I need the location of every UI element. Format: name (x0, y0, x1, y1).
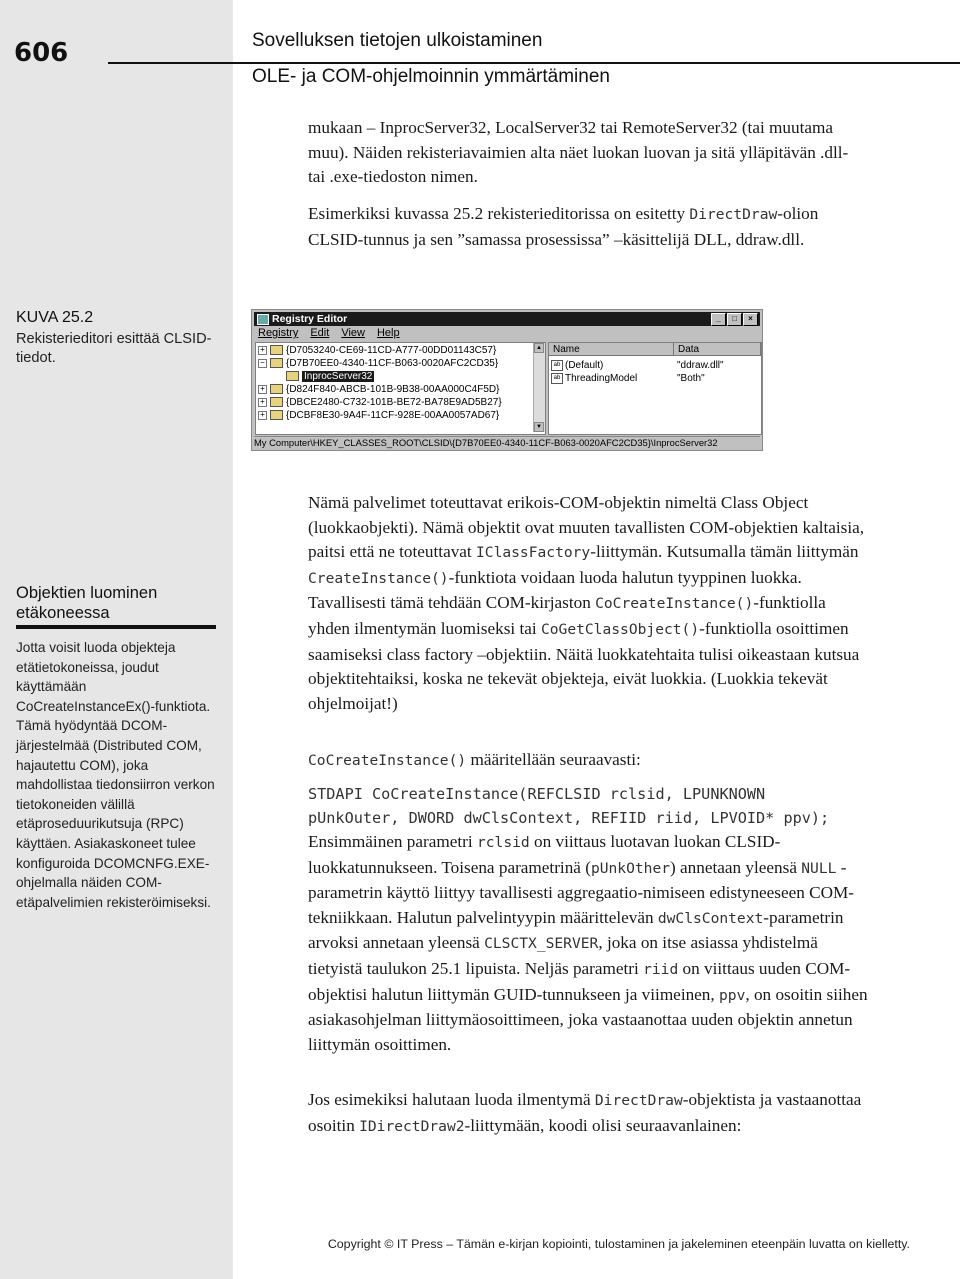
code-run: IClassFactory (476, 544, 591, 562)
value-row[interactable] (551, 372, 637, 385)
text-run: -liittymän. Kutsumalla tämän liittymän (590, 542, 859, 562)
tree-item-label: {DCBF8E30-9A4F-11CF-928E-00AA0057AD67} (286, 410, 500, 421)
figure-label: KUVA 25.2 (16, 309, 94, 326)
collapse-minus-icon[interactable]: − (258, 359, 267, 368)
text-run: -funktiolla yhden ilmentymän luomiseksi tai (308, 593, 826, 638)
text-run: on viittaus luotavan luokan CLSID-luokkatunnukseen. Toisena parametrinä ( (308, 832, 781, 877)
code-run: CoCreateInstance() (308, 752, 467, 769)
example-paragraph (308, 1088, 868, 1139)
text-run: -objektista ja vastaanottaa osoitin (308, 1090, 862, 1135)
sidebar-box-title: Objektien luominen etäkoneessa (16, 584, 158, 622)
copyright-footer: Copyright © IT Press – Tämän e-kirjan kopiointi, tulostaminen ja jakeleminen eteenpäin luvatta on kielletty. (327, 1237, 910, 1251)
text-run: -funktiota voidaan luoda halutun tyyppinen luokka. Tavallisesti tämä tehdään COM-kirjaston (308, 567, 802, 613)
code-run: ppv (719, 986, 746, 1004)
tree-item[interactable] (258, 357, 498, 370)
value-data: "ddraw.dll" (677, 360, 724, 371)
code-run: pUnkOther (590, 859, 671, 877)
text-run: -parametrin arvoksi annetaan yleensä (308, 907, 844, 953)
menu-view[interactable]: View (341, 327, 365, 339)
code-run: NULL (801, 859, 837, 877)
text-run: , joka on itse asiassa yhdistelmä tietyistä taulukon 25.1 lipuista. Neljäs parametri (308, 933, 818, 978)
folder-icon (270, 397, 283, 407)
close-button[interactable]: × (743, 313, 758, 326)
text-run: -funktiolla osoittimen saamiseksi class factory –objektiin. Näitä luokkatehtaita tulisi oikeastaan kutsua objektitehtaiksi, koska ne tekevät objekteja, eivät luokkia. (Luokkia tekevät ohjelmoijat!) (308, 618, 860, 713)
value-data: "Both" (677, 373, 705, 384)
code-run: IDirectDraw2 (359, 1117, 465, 1135)
code-run: DirectDraw (689, 206, 778, 223)
tree-item[interactable] (258, 409, 499, 422)
window-controls (711, 313, 758, 326)
scroll-up-icon[interactable]: ▲ (534, 343, 544, 353)
header-divider (108, 62, 960, 64)
folder-icon (270, 345, 283, 355)
menu-edit[interactable]: Edit (310, 327, 330, 339)
text-run: Jos esimekiksi halutaan luoda ilmentymä (308, 1090, 595, 1109)
tree-item-label: {D824F840-ABCB-101B-9B38-00AA000C4F5D} (286, 384, 500, 395)
folder-icon (270, 410, 283, 420)
code-line: STDAPI CoCreateInstance(REFCLSID rclsid, LPUNKNOWN (308, 785, 766, 803)
registry-app-icon (257, 314, 269, 325)
code-run: CoGetClassObject() (540, 620, 700, 638)
chapter-title: Sovelluksen tietojen ulkoistaminen (252, 30, 543, 51)
intro-text: mukaan – InprocServer32, LocalServer32 tai RemoteServer32 (tai muutama muu). Näiden rekisteriavaimien alta näet luokan luovan ja sitä ylläpitävän .dll- tai .exe-tiedoston nimen. (308, 118, 849, 187)
registry-values-pane[interactable] (548, 342, 762, 435)
text-run: - parametrin käyttö liittyy tavallisesti aggregaatio-nimiseen edistyneeseen COM-tekniikkaan. Halutun palvelintyypin määrittelevän (308, 857, 855, 927)
class-object-paragraph (308, 491, 868, 716)
expand-plus-icon[interactable]: + (258, 411, 267, 420)
menu-help[interactable]: Help (376, 327, 400, 339)
text-run: , on osoitin siihen asiakasohjelman liittymäosoittimeen, joka vastaanottaa uuden objektin annetun liittymän osoittimen. (308, 984, 868, 1054)
registry-tree-pane[interactable] (255, 342, 546, 435)
value-name: (Default) (565, 360, 604, 371)
tree-item-label: {D7B70EE0-4340-11CF-B063-0020AFC2CD35} (286, 358, 499, 369)
expand-plus-icon[interactable]: + (258, 398, 267, 407)
menu-registry[interactable]: Registry (258, 327, 299, 339)
string-value-icon: ab (551, 360, 563, 371)
text-run: Ensimmäinen parametri (308, 832, 477, 851)
folder-icon (270, 384, 283, 394)
text-run: on viittaus uuden COM-objektisi halutun liittymän GUID-tunnukseen ja viimeinen, (308, 958, 851, 1004)
window-title-bar[interactable] (254, 312, 760, 326)
text-run: ) annetaan yleensä (670, 857, 802, 877)
value-name: ThreadingModel (565, 373, 638, 384)
status-bar-path: My Computer\HKEY_CLASSES_ROOT\CLSID\{D7B70EE0-4340-11CF-B063-0020AFC2CD35}\InprocServer32 (254, 436, 760, 449)
value-row[interactable] (551, 359, 603, 372)
intro-paragraph (308, 116, 868, 190)
menu-bar (258, 327, 400, 339)
tree-item[interactable] (258, 383, 499, 396)
text-run: Esimerkiksi kuvassa 25.2 rekisterieditorissa on esitetty (308, 204, 690, 223)
open-folder-icon (286, 371, 299, 381)
text-run: -liittymään, koodi olisi seuraavanlainen: (464, 1115, 742, 1135)
code-run: CreateInstance() (308, 569, 449, 587)
expand-plus-icon[interactable]: + (258, 385, 267, 394)
text-run: määritellään seuraavasti: (466, 750, 641, 769)
tree-item[interactable] (258, 344, 496, 357)
definition-paragraph (308, 748, 868, 774)
text-run: Nämä palvelimet toteuttavat erikois-COM-objektin nimeltä Class Object (luokkaobjekti). Nämä objektit ovat muuten tavallisten COM-objektien kaltaisia, paitsi että ne toteuttavat (308, 493, 865, 562)
tree-item[interactable] (258, 396, 502, 409)
code-run: riid (643, 960, 679, 978)
code-run: CLSCTX_SERVER (484, 935, 599, 953)
code-line: pUnkOuter, DWORD dwClsContext, REFIID riid, LPVOID* ppv); (308, 809, 830, 827)
registry-editor-window (251, 309, 763, 451)
page-number: 606 (14, 38, 69, 68)
minimize-button[interactable]: _ (711, 313, 726, 326)
tree-item-selected[interactable] (286, 370, 374, 383)
sidebar-box-text: Jotta voisit luoda objekteja etätietokoneissa, joudut käyttämään CoCreateInstanceEx()-funktiota. Tämä hyödyntää DCOM-järjestelmää (Distributed COM, hajautettu COM), joka mahdollistaa tiedonsiirron verkon tietokoneiden välillä etäproseduurikutsuja (RPC) käyttäen. Asiakaskoneet tulee konfiguroida DCOMCNFG.EXE-ohjelmalla näiden COM-etäpalvelimien rekisteröimiseksi. (16, 640, 215, 910)
example-figure-paragraph (308, 202, 868, 252)
tree-vertical-scrollbar[interactable] (533, 343, 545, 432)
open-folder-icon (270, 358, 283, 368)
figure-caption: Rekisterieditori esittää CLSID-tiedot. (16, 331, 212, 366)
expand-plus-icon[interactable]: + (258, 346, 267, 355)
code-run: CoCreateInstance() (595, 595, 754, 613)
tree-item-label: {D7053240-CE69-11CD-A777-00DD01143C57} (286, 345, 497, 356)
sidebar-box-rule (16, 625, 216, 629)
text-run: -olion CLSID-tunnus ja sen ”samassa prosessissa” –käsittelijä DLL, ddraw.dll. (308, 204, 819, 249)
code-run: DirectDraw (594, 1092, 683, 1109)
scroll-down-icon[interactable]: ▼ (534, 422, 544, 432)
column-header-data[interactable]: Data (674, 343, 761, 356)
tree-item-label: InprocServer32 (304, 371, 373, 382)
section-title: OLE- ja COM-ohjelmoinnin ymmärtäminen (252, 66, 610, 87)
parameters-paragraph (308, 830, 868, 1057)
tree-item-label: {DBCE2480-C732-101B-BE72-BA78E9AD5B27} (286, 397, 502, 408)
code-run: dwClsContext (657, 909, 764, 927)
code-run: rclsid (476, 834, 530, 851)
maximize-button[interactable]: □ (727, 313, 742, 326)
string-value-icon: ab (551, 373, 563, 384)
column-header-name[interactable]: Name (549, 343, 674, 356)
window-title: Registry Editor (272, 313, 348, 325)
code-listing (308, 782, 908, 830)
